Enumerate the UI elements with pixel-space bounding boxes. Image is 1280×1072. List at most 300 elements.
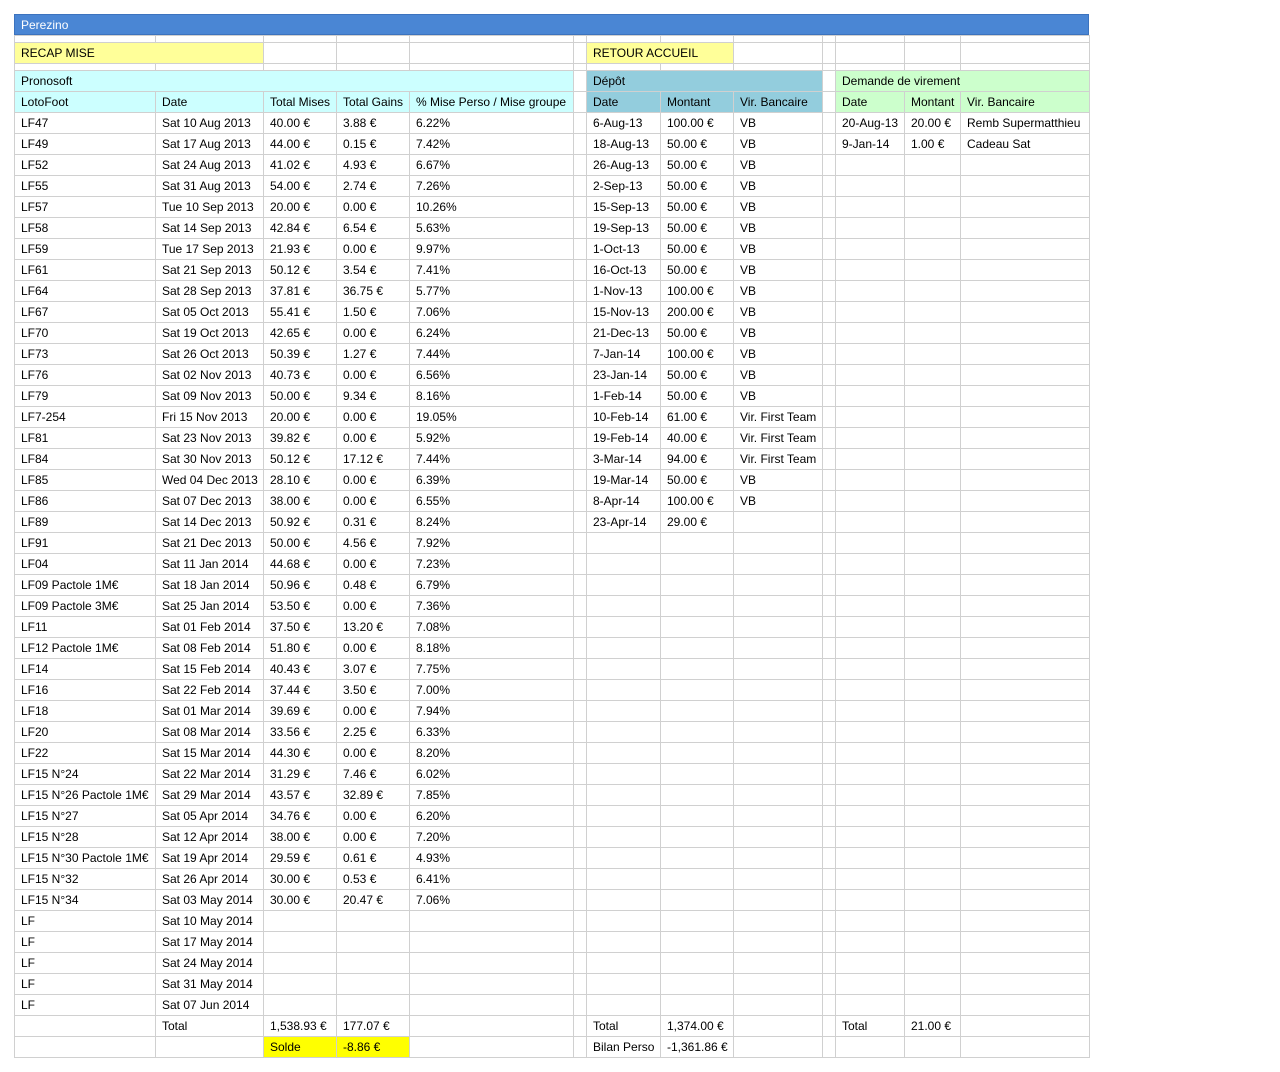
virement-vir-cell <box>961 743 1090 764</box>
lotofoot-cell: LF85 <box>15 470 156 491</box>
virement-montant-cell <box>905 701 961 722</box>
virement-date-cell <box>836 386 905 407</box>
depot-date-cell: 18-Aug-13 <box>587 134 661 155</box>
gains-cell: 4.93 € <box>337 155 410 176</box>
depot-montant-cell <box>661 995 734 1016</box>
header-total-mises: Total Mises <box>264 92 337 113</box>
depot-vir-cell <box>734 680 823 701</box>
depot-date-cell <box>587 743 661 764</box>
pct-cell: 8.16% <box>410 386 574 407</box>
virement-vir-cell <box>961 260 1090 281</box>
mises-cell: 38.00 € <box>264 491 337 512</box>
depot-montant-cell <box>661 785 734 806</box>
depot-vir-cell <box>734 617 823 638</box>
pct-cell: 7.42% <box>410 134 574 155</box>
table-row <box>15 113 1090 134</box>
virement-montant-cell <box>905 218 961 239</box>
gains-cell: 6.54 € <box>337 218 410 239</box>
pct-cell: 6.22% <box>410 113 574 134</box>
lotofoot-cell: LF79 <box>15 386 156 407</box>
table-row <box>15 848 1090 869</box>
mises-cell: 37.50 € <box>264 617 337 638</box>
depot-vir-cell: VB <box>734 302 823 323</box>
gains-cell <box>337 974 410 995</box>
depot-vir-cell <box>734 701 823 722</box>
depot-vir-cell: Vir. First Team <box>734 449 823 470</box>
mises-cell: 54.00 € <box>264 176 337 197</box>
virement-vir-cell: Remb Supermatthieu <box>961 113 1090 134</box>
date-cell: Sat 24 Aug 2013 <box>156 155 264 176</box>
table-row <box>15 176 1090 197</box>
virement-date-cell <box>836 491 905 512</box>
gains-cell: 0.48 € <box>337 575 410 596</box>
pct-cell: 6.55% <box>410 491 574 512</box>
depot-vir-cell: VB <box>734 344 823 365</box>
virement-date-cell <box>836 323 905 344</box>
recap-table <box>14 35 1090 1058</box>
bilan-value: -1,361.86 € <box>661 1037 734 1058</box>
virement-montant-cell <box>905 932 961 953</box>
virement-vir-cell <box>961 911 1090 932</box>
virement-vir-cell <box>961 491 1090 512</box>
depot-total: 1,374.00 € <box>661 1016 734 1037</box>
lotofoot-cell: LF58 <box>15 218 156 239</box>
header-total-gains: Total Gains <box>337 92 410 113</box>
lotofoot-cell: LF18 <box>15 701 156 722</box>
depot-vir-cell: VB <box>734 260 823 281</box>
virement-vir-cell <box>961 848 1090 869</box>
virement-montant-cell <box>905 638 961 659</box>
mises-cell: 31.29 € <box>264 764 337 785</box>
virement-vir-cell <box>961 722 1090 743</box>
pct-cell: 6.41% <box>410 869 574 890</box>
pct-cell: 7.92% <box>410 533 574 554</box>
virement-vir-cell <box>961 953 1090 974</box>
depot-date-cell <box>587 974 661 995</box>
virement-date-cell <box>836 680 905 701</box>
mises-cell: 21.93 € <box>264 239 337 260</box>
lotofoot-cell: LF76 <box>15 365 156 386</box>
depot-date-cell: 6-Aug-13 <box>587 113 661 134</box>
depot-vir-cell <box>734 890 823 911</box>
table-row <box>15 743 1090 764</box>
table-row <box>15 575 1090 596</box>
depot-montant-cell <box>661 848 734 869</box>
virement-date-cell <box>836 554 905 575</box>
table-row <box>15 197 1090 218</box>
lotofoot-cell: LF15 N°30 Pactole 1M€ <box>15 848 156 869</box>
depot-vir-cell <box>734 995 823 1016</box>
pct-cell <box>410 932 574 953</box>
pct-cell: 19.05% <box>410 407 574 428</box>
lotofoot-cell: LF64 <box>15 281 156 302</box>
table-row <box>15 911 1090 932</box>
depot-date-cell <box>587 995 661 1016</box>
table-row <box>15 638 1090 659</box>
virement-montant-cell <box>905 848 961 869</box>
lotofoot-cell: LF70 <box>15 323 156 344</box>
depot-montant-cell <box>661 953 734 974</box>
depot-montant-cell <box>661 869 734 890</box>
depot-vir-cell <box>734 932 823 953</box>
virement-montant-cell <box>905 995 961 1016</box>
virement-vir-cell <box>961 428 1090 449</box>
depot-montant-cell: 200.00 € <box>661 302 734 323</box>
date-cell: Sat 23 Nov 2013 <box>156 428 264 449</box>
mises-cell: 50.00 € <box>264 386 337 407</box>
total-gains: 177.07 € <box>337 1016 410 1037</box>
virement-montant-cell: 20.00 € <box>905 113 961 134</box>
virement-total: 21.00 € <box>905 1016 961 1037</box>
mises-cell: 50.39 € <box>264 344 337 365</box>
virement-montant-cell <box>905 743 961 764</box>
virement-montant-cell <box>905 890 961 911</box>
virement-date-cell <box>836 239 905 260</box>
virement-montant-cell <box>905 176 961 197</box>
depot-vir-cell <box>734 575 823 596</box>
gains-cell: 0.00 € <box>337 596 410 617</box>
depot-vir-cell <box>734 764 823 785</box>
mises-cell: 50.92 € <box>264 512 337 533</box>
virement-vir-cell <box>961 155 1090 176</box>
pct-cell: 5.92% <box>410 428 574 449</box>
table-row <box>15 596 1090 617</box>
gains-cell: 0.00 € <box>337 407 410 428</box>
mises-cell: 53.50 € <box>264 596 337 617</box>
gains-cell: 0.00 € <box>337 470 410 491</box>
gains-cell: 0.00 € <box>337 638 410 659</box>
depot-montant-cell: 100.00 € <box>661 491 734 512</box>
mises-cell: 42.65 € <box>264 323 337 344</box>
depot-montant-cell <box>661 575 734 596</box>
table-row <box>15 491 1090 512</box>
table-row <box>15 932 1090 953</box>
date-cell: Tue 10 Sep 2013 <box>156 197 264 218</box>
lotofoot-cell: LF04 <box>15 554 156 575</box>
depot-date-cell <box>587 533 661 554</box>
depot-vir-cell <box>734 659 823 680</box>
depot-date-cell <box>587 575 661 596</box>
depot-montant-cell: 50.00 € <box>661 176 734 197</box>
depot-vir-cell <box>734 638 823 659</box>
depot-date-cell <box>587 764 661 785</box>
gains-cell: 0.00 € <box>337 554 410 575</box>
pct-cell: 5.77% <box>410 281 574 302</box>
mises-cell: 50.12 € <box>264 449 337 470</box>
virement-date-cell <box>836 533 905 554</box>
cell <box>905 1037 961 1058</box>
depot-montant-cell <box>661 932 734 953</box>
gains-cell: 0.00 € <box>337 323 410 344</box>
lotofoot-cell: LF12 Pactole 1M€ <box>15 638 156 659</box>
depot-montant-cell <box>661 806 734 827</box>
virement-montant-cell <box>905 533 961 554</box>
depot-date-cell: 1-Feb-14 <box>587 386 661 407</box>
depot-vir-cell: VB <box>734 470 823 491</box>
pct-cell: 7.00% <box>410 680 574 701</box>
virement-date-cell <box>836 701 905 722</box>
depot-montant-cell <box>661 974 734 995</box>
depot-date-cell: 19-Mar-14 <box>587 470 661 491</box>
table-row <box>15 239 1090 260</box>
depot-vir-cell: VB <box>734 218 823 239</box>
gains-cell: 0.00 € <box>337 428 410 449</box>
pct-cell: 8.20% <box>410 743 574 764</box>
retour-accueil-button[interactable]: RETOUR ACCUEIL <box>587 43 734 64</box>
mises-cell: 33.56 € <box>264 722 337 743</box>
table-row <box>15 344 1090 365</box>
virement-date-cell <box>836 281 905 302</box>
total-label: Total <box>156 1016 264 1037</box>
virement-date-cell <box>836 617 905 638</box>
gains-cell: 0.00 € <box>337 827 410 848</box>
date-cell: Sat 31 Aug 2013 <box>156 176 264 197</box>
virement-vir-cell <box>961 239 1090 260</box>
table-row <box>15 890 1090 911</box>
lotofoot-cell: LF <box>15 995 156 1016</box>
virement-date-cell <box>836 659 905 680</box>
sheet-title: Perezino <box>14 14 1089 35</box>
depot-vir-cell <box>734 722 823 743</box>
depot-vir-cell: VB <box>734 386 823 407</box>
virement-vir-cell <box>961 218 1090 239</box>
depot-vir-cell <box>734 533 823 554</box>
virement-date-cell <box>836 722 905 743</box>
header-pct-mise: % Mise Perso / Mise groupe <box>410 92 574 113</box>
depot-montant-cell: 50.00 € <box>661 239 734 260</box>
table-row <box>15 323 1090 344</box>
depot-montant-cell: 50.00 € <box>661 197 734 218</box>
virement-vir-cell <box>961 701 1090 722</box>
depot-montant-cell <box>661 743 734 764</box>
virement-vir-cell <box>961 470 1090 491</box>
virement-montant-cell <box>905 911 961 932</box>
virement-date-cell <box>836 218 905 239</box>
mises-cell: 29.59 € <box>264 848 337 869</box>
depot-vir-cell <box>734 806 823 827</box>
mises-cell: 39.69 € <box>264 701 337 722</box>
gains-cell: 3.54 € <box>337 260 410 281</box>
virement-vir-cell <box>961 659 1090 680</box>
mises-cell: 44.68 € <box>264 554 337 575</box>
lotofoot-cell: LF <box>15 932 156 953</box>
depot-vir-cell: VB <box>734 134 823 155</box>
mises-cell: 20.00 € <box>264 407 337 428</box>
table-row <box>15 470 1090 491</box>
depot-montant-cell <box>661 596 734 617</box>
cell <box>15 1016 156 1037</box>
date-cell: Sat 07 Dec 2013 <box>156 491 264 512</box>
gains-cell: 20.47 € <box>337 890 410 911</box>
virement-montant-cell <box>905 869 961 890</box>
totals-row <box>15 1016 1090 1037</box>
mises-cell: 55.41 € <box>264 302 337 323</box>
depot-vir-cell <box>734 848 823 869</box>
virement-montant-cell <box>905 659 961 680</box>
depot-date-cell <box>587 722 661 743</box>
mises-cell: 39.82 € <box>264 428 337 449</box>
virement-date-cell <box>836 764 905 785</box>
lotofoot-cell: LF20 <box>15 722 156 743</box>
depot-montant-cell: 100.00 € <box>661 113 734 134</box>
lotofoot-cell: LF49 <box>15 134 156 155</box>
mises-cell: 41.02 € <box>264 155 337 176</box>
date-cell: Sat 17 May 2014 <box>156 932 264 953</box>
virement-date-cell <box>836 806 905 827</box>
depot-montant-cell: 100.00 € <box>661 344 734 365</box>
lotofoot-cell: LF14 <box>15 659 156 680</box>
virement-montant-cell <box>905 953 961 974</box>
date-cell: Sat 14 Dec 2013 <box>156 512 264 533</box>
date-cell: Sat 11 Jan 2014 <box>156 554 264 575</box>
depot-montant-cell: 50.00 € <box>661 134 734 155</box>
virement-date-cell <box>836 344 905 365</box>
gains-cell: 9.34 € <box>337 386 410 407</box>
virement-date-cell <box>836 449 905 470</box>
date-cell: Sat 02 Nov 2013 <box>156 365 264 386</box>
mises-cell: 51.80 € <box>264 638 337 659</box>
solde-label: Solde <box>264 1037 337 1058</box>
virement-montant-cell <box>905 806 961 827</box>
depot-montant-cell <box>661 701 734 722</box>
depot-date-cell <box>587 680 661 701</box>
date-cell: Sat 26 Oct 2013 <box>156 344 264 365</box>
virement-montant-cell <box>905 155 961 176</box>
date-cell: Sat 08 Feb 2014 <box>156 638 264 659</box>
mises-cell: 44.00 € <box>264 134 337 155</box>
pct-cell: 7.23% <box>410 554 574 575</box>
virement-date-cell <box>836 932 905 953</box>
table-row <box>15 869 1090 890</box>
depot-date-cell <box>587 806 661 827</box>
virement-vir-cell <box>961 869 1090 890</box>
lotofoot-cell: LF <box>15 953 156 974</box>
depot-date-cell: 2-Sep-13 <box>587 176 661 197</box>
lotofoot-cell: LF47 <box>15 113 156 134</box>
virement-montant-cell <box>905 827 961 848</box>
gains-cell: 17.12 € <box>337 449 410 470</box>
depot-date-cell: 15-Sep-13 <box>587 197 661 218</box>
pct-cell: 6.79% <box>410 575 574 596</box>
gains-cell: 0.53 € <box>337 869 410 890</box>
depot-montant-cell: 100.00 € <box>661 281 734 302</box>
depot-vir-cell: VB <box>734 239 823 260</box>
mises-cell <box>264 932 337 953</box>
virement-date-cell <box>836 470 905 491</box>
lotofoot-cell: LF55 <box>15 176 156 197</box>
virement-date-cell <box>836 155 905 176</box>
virement-date-cell <box>836 953 905 974</box>
pct-cell: 9.97% <box>410 239 574 260</box>
pct-cell: 6.56% <box>410 365 574 386</box>
gains-cell: 0.61 € <box>337 848 410 869</box>
table-row <box>15 386 1090 407</box>
virement-date-cell <box>836 974 905 995</box>
cell <box>961 1016 1090 1037</box>
lotofoot-cell: LF81 <box>15 428 156 449</box>
virement-vir-cell <box>961 197 1090 218</box>
pct-cell: 4.93% <box>410 848 574 869</box>
virement-vir-cell <box>961 407 1090 428</box>
virement-montant-cell: 1.00 € <box>905 134 961 155</box>
virement-montant-cell <box>905 554 961 575</box>
cell <box>836 1037 905 1058</box>
date-cell: Wed 04 Dec 2013 <box>156 470 264 491</box>
lotofoot-cell: LF <box>15 911 156 932</box>
pct-cell: 6.33% <box>410 722 574 743</box>
pct-cell: 7.26% <box>410 176 574 197</box>
virement-vir-cell <box>961 386 1090 407</box>
lotofoot-cell: LF89 <box>15 512 156 533</box>
virement-date-cell <box>836 302 905 323</box>
depot-date-cell: 21-Dec-13 <box>587 323 661 344</box>
depot-date-cell <box>587 785 661 806</box>
mises-cell: 40.00 € <box>264 113 337 134</box>
date-cell: Sat 15 Mar 2014 <box>156 743 264 764</box>
lotofoot-cell: LF15 N°32 <box>15 869 156 890</box>
table-row <box>15 659 1090 680</box>
mises-cell: 50.00 € <box>264 533 337 554</box>
gains-cell: 0.00 € <box>337 197 410 218</box>
lotofoot-cell: LF09 Pactole 1M€ <box>15 575 156 596</box>
lotofoot-cell: LF86 <box>15 491 156 512</box>
virement-date-cell <box>836 848 905 869</box>
table-row <box>15 533 1090 554</box>
table-row <box>15 974 1090 995</box>
date-cell: Sat 05 Apr 2014 <box>156 806 264 827</box>
cell <box>410 1037 574 1058</box>
section-pronosoft: Pronosoft <box>15 71 574 92</box>
depot-vir-cell <box>734 743 823 764</box>
gains-cell <box>337 911 410 932</box>
depot-date-cell <box>587 596 661 617</box>
mises-cell: 30.00 € <box>264 869 337 890</box>
gains-cell <box>337 995 410 1016</box>
virement-montant-cell <box>905 617 961 638</box>
virement-date-cell <box>836 176 905 197</box>
header-depot-montant: Montant <box>661 92 734 113</box>
depot-vir-cell: VB <box>734 365 823 386</box>
virement-date-cell <box>836 743 905 764</box>
depot-montant-cell <box>661 617 734 638</box>
depot-date-cell: 15-Nov-13 <box>587 302 661 323</box>
virement-montant-cell <box>905 974 961 995</box>
depot-montant-cell <box>661 911 734 932</box>
date-cell: Sat 08 Mar 2014 <box>156 722 264 743</box>
virement-vir-cell <box>961 344 1090 365</box>
pct-cell: 7.06% <box>410 302 574 323</box>
date-cell: Fri 15 Nov 2013 <box>156 407 264 428</box>
recap-mise-button[interactable]: RECAP MISE <box>15 43 264 64</box>
virement-montant-cell <box>905 428 961 449</box>
section-depot: Dépôt <box>587 71 823 92</box>
gains-cell: 0.31 € <box>337 512 410 533</box>
date-cell: Sat 19 Apr 2014 <box>156 848 264 869</box>
virement-vir-cell <box>961 974 1090 995</box>
pct-cell: 7.41% <box>410 260 574 281</box>
gains-cell: 1.27 € <box>337 344 410 365</box>
lotofoot-cell: LF52 <box>15 155 156 176</box>
cell <box>15 1037 156 1058</box>
table-row <box>15 554 1090 575</box>
mises-cell: 28.10 € <box>264 470 337 491</box>
date-cell: Sat 17 Aug 2013 <box>156 134 264 155</box>
table-row <box>15 701 1090 722</box>
table-row <box>15 428 1090 449</box>
virement-date-cell <box>836 785 905 806</box>
table-row <box>15 449 1090 470</box>
lotofoot-cell: LF73 <box>15 344 156 365</box>
